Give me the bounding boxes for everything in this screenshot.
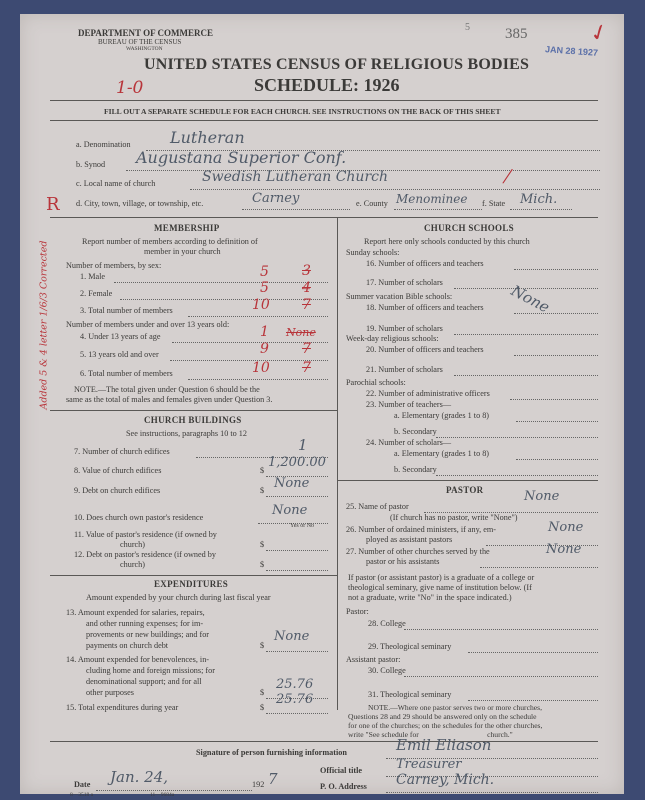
q25-hint: (If church has no pastor, write "None")	[390, 513, 518, 522]
q14-label-1: 14. Amount expended for benevolences, in-	[66, 655, 210, 664]
year-prefix: 192	[252, 780, 265, 789]
bureau-name: BUREAU OF THE CENSUS	[98, 38, 182, 46]
q8-dollar: $	[260, 466, 265, 475]
assistant-subhead: Assistant pastor:	[346, 655, 401, 664]
grad-note-1: If pastor (or assistant pastor) is a graduate of a college or	[348, 573, 535, 582]
pastor-note-1: NOTE.—Where one pastor serves two or more churches,	[368, 703, 542, 712]
state-label: f. State	[482, 199, 506, 208]
q4-value: 1	[260, 324, 269, 340]
city-value: Carney	[252, 191, 300, 206]
membership-heading: MEMBERSHIP	[154, 223, 220, 233]
q18-label: 18. Number of officers and teachers	[366, 303, 484, 312]
q12-label-2: church)	[120, 560, 146, 569]
q11-label-2: church)	[120, 540, 146, 549]
official-title-value: Treasurer	[396, 757, 462, 772]
red-tick-icon: /	[500, 163, 515, 191]
margin-correction-note: Added 5 & 4 letter 1/6/3 Corrected	[38, 240, 50, 410]
church-name-value: Swedish Lutheran Church	[202, 169, 388, 185]
column-divider	[337, 217, 338, 710]
q13-dollar: $	[260, 641, 265, 650]
q1-value: 5	[260, 264, 269, 280]
q24b-line	[436, 475, 598, 476]
q26-label-2: ployed as assistant pastors	[366, 535, 453, 544]
buildings-heading: CHURCH BUILDINGS	[144, 415, 242, 425]
q23a-label: a. Elementary (grades 1 to 8)	[394, 411, 490, 420]
grad-note-3: not a graduate, write "No" in the space indicated.)	[348, 593, 512, 602]
stamp-number: 385	[505, 26, 528, 42]
q10-hint: Yes or No	[290, 523, 315, 529]
q15-dollar: $	[260, 703, 265, 712]
bureau-city: WASHINGTON	[126, 46, 163, 52]
q16-label: 16. Number of officers and teachers	[366, 259, 484, 268]
q9-value: None	[274, 476, 310, 491]
q28-label: 28. College	[368, 619, 406, 628]
q26-label-1: 26. Number of ordained ministers, if any, em-	[346, 525, 496, 534]
q2-corrected: 4	[302, 280, 311, 296]
denomination-value: Lutheran	[170, 128, 245, 147]
q14-label-2: cluding home and foreign missions; for	[86, 666, 215, 675]
q15-label: 15. Total expenditures during year	[66, 703, 179, 712]
q3-value: 10	[252, 297, 270, 313]
membership-rule	[50, 410, 337, 411]
date-line	[96, 790, 252, 791]
sunday-label: Sunday schools:	[346, 248, 400, 257]
q1-corrected: 3	[302, 263, 311, 279]
pastor-note-2: Questions 28 and 29 should be answered only on the schedule	[348, 712, 537, 721]
county-value: Menominee	[396, 192, 468, 206]
q24a-line	[516, 459, 598, 460]
q25-label: 25. Name of pastor	[346, 502, 409, 511]
q13-label-1: 13. Amount expended for salaries, repairs,	[66, 608, 205, 617]
census-schedule-sheet	[20, 14, 624, 798]
q10-value: None	[272, 503, 308, 518]
q23-label: 23. Number of teachers—	[366, 400, 452, 409]
q21-line	[454, 375, 598, 376]
q29-label: 29. Theological seminary	[368, 642, 452, 651]
schools-intro: Report here only schools conducted by this church	[364, 237, 530, 246]
q31-label: 31. Theological seminary	[368, 690, 452, 699]
q20-label: 20. Number of officers and teachers	[366, 345, 484, 354]
buildings-rule	[50, 575, 337, 576]
q5-value: 9	[260, 341, 269, 357]
q20-line	[514, 355, 598, 356]
date-value: Jan. 24,	[110, 768, 169, 786]
signature-rule	[50, 741, 598, 742]
q11-label-1: 11. Value of pastor's residence (if owned by	[74, 530, 217, 539]
q14-label-3: denominational support; and for all	[86, 677, 202, 686]
q26-value: None	[548, 520, 584, 535]
q5-corrected: 7	[302, 341, 311, 357]
q23a-line	[516, 421, 598, 422]
q9-dollar: $	[260, 486, 265, 495]
state-line	[510, 209, 572, 210]
q31-line	[468, 700, 598, 701]
denomination-label: a. Denomination	[76, 140, 131, 149]
q18-line	[514, 313, 598, 314]
pastor-subhead: Pastor:	[346, 607, 369, 616]
weekday-label: Week-day religious schools:	[346, 334, 439, 343]
q19-line	[454, 334, 598, 335]
q28-line	[404, 629, 598, 630]
q27-label-2: pastor or his assistants	[366, 557, 440, 566]
section-rule-top	[50, 217, 598, 218]
pastor-note-3: for one of the churches; on the schedules for the other churches,	[348, 721, 543, 730]
year-value: 7	[268, 770, 278, 788]
q19-label: 19. Number of scholars	[366, 324, 443, 333]
age-intro-label: Number of members under and over 13 years old:	[66, 320, 230, 329]
form-title: UNITED STATES CENSUS OF RELIGIOUS BODIES	[144, 56, 530, 73]
form-subtitle: SCHEDULE: 1926	[254, 75, 400, 95]
instruction-rule	[50, 120, 598, 121]
parochial-label: Parochial schools:	[346, 378, 406, 387]
by-sex-label: Number of members, by sex:	[66, 261, 162, 270]
q9-label: 9. Debt on church edifices	[74, 486, 161, 495]
q13-label-4: payments on church debt	[86, 641, 169, 650]
q25-value: None	[524, 489, 560, 504]
q24b-label: b. Secondary	[394, 465, 437, 474]
pastor-note-4: write "See schedule for church."	[348, 730, 513, 739]
q8-value: 1,200.00	[268, 455, 326, 470]
q29-line	[468, 652, 598, 653]
q10-label: 10. Does church own pastor's residence	[74, 513, 204, 522]
instruction-line: FILL OUT A SEPARATE SCHEDULE FOR EACH CHURCH. SEE INSTRUCTIONS ON THE BACK OF THIS SHEET	[104, 107, 501, 116]
q6-value: 10	[252, 360, 270, 376]
q2-value: 5	[260, 280, 269, 296]
date-label: Date	[74, 780, 91, 789]
q13-label-2: and other running expenses; for im-	[86, 619, 204, 628]
form-number-2: 11—9684a	[150, 792, 175, 798]
summer-school-value: None	[508, 281, 553, 317]
q4-label: 4. Under 13 years of age	[80, 332, 161, 341]
header-rule	[50, 100, 598, 101]
schools-rule	[337, 480, 598, 481]
q24-label: 24. Number of scholars—	[366, 438, 452, 447]
county-line	[394, 209, 482, 210]
q27-label-1: 27. Number of other churches served by the	[346, 547, 490, 556]
margin-code: 1-0	[116, 78, 144, 98]
membership-intro-1: Report number of members according to definition of	[82, 237, 258, 246]
expenditures-heading: EXPENDITURES	[154, 579, 229, 589]
dept-name: DEPARTMENT OF COMMERCE	[78, 28, 214, 38]
q12-dollar: $	[260, 560, 265, 569]
buildings-intro: See instructions, paragraphs 10 to 12	[126, 429, 247, 438]
state-value: Mich.	[520, 192, 558, 207]
q3-corrected: 7	[302, 297, 311, 313]
q7-value: 1	[298, 436, 308, 454]
margin-r-mark: R	[46, 194, 60, 215]
q5-label: 5. 13 years old and over	[80, 350, 159, 359]
membership-note-1: NOTE.—The total given under Question 6 should be the	[74, 385, 260, 394]
county-label: e. County	[356, 199, 388, 208]
q1-label: 1. Male	[80, 272, 106, 281]
schools-heading: CHURCH SCHOOLS	[424, 223, 514, 233]
q11-dollar: $	[260, 540, 265, 549]
check-mark-icon: ✓	[586, 17, 612, 48]
form-number-1: 8—3518 a	[70, 792, 94, 798]
q15-value: 25.76	[276, 692, 314, 707]
official-title-label: Official title	[320, 766, 363, 775]
q9-line	[266, 496, 328, 497]
po-address-label: P. O. Address	[320, 782, 367, 791]
date-received-stamp: JAN 28 1927	[544, 44, 599, 58]
q6-line	[188, 379, 328, 380]
q12-line	[266, 570, 328, 571]
synod-label: b. Synod	[76, 160, 106, 169]
q22-line	[510, 399, 598, 400]
city-label: d. City, town, village, or township, etc.	[76, 199, 204, 208]
q23b-line	[436, 437, 598, 438]
pastor-heading: PASTOR	[446, 485, 484, 495]
summer-label: Summer vacation Bible schools:	[346, 292, 453, 301]
q6-corrected: 7	[302, 360, 311, 376]
q3-label: 3. Total number of members	[80, 306, 173, 315]
q15-line	[266, 713, 328, 714]
church-name-label: c. Local name of church	[76, 179, 156, 188]
q3-line	[188, 316, 328, 317]
synod-value: Augustana Superior Conf.	[136, 148, 347, 167]
q12-label-1: 12. Debt on pastor's residence (if owned by	[74, 550, 216, 559]
grad-note-2: theological seminary, give name of institution below. (If	[348, 583, 532, 592]
q30-label: 30. College	[368, 666, 406, 675]
q4-corrected: None	[286, 326, 316, 339]
q27-value: None	[546, 542, 582, 557]
q14-dollar: $	[260, 688, 265, 697]
q2-label: 2. Female	[80, 289, 113, 298]
q14-value: 25.76	[276, 677, 314, 692]
q14-label-4: other purposes	[86, 688, 134, 697]
church-name-line	[190, 189, 600, 190]
membership-intro-2: member in your church	[144, 247, 221, 256]
q13-label-3: provements or new buildings; and for	[86, 630, 210, 639]
q27-line	[480, 567, 598, 568]
q13-value: None	[274, 629, 310, 644]
q11-line	[266, 550, 328, 551]
q6-label: 6. Total number of members	[80, 369, 173, 378]
q1-line	[114, 282, 328, 283]
membership-note-2: same as the total of males and females given under Question 3.	[66, 395, 273, 404]
q22-label: 22. Number of administrative officers	[366, 389, 490, 398]
signature-value: Emil Eliason	[396, 736, 492, 754]
signature-label: Signature of person furnishing information	[196, 748, 347, 757]
po-address-line	[386, 792, 598, 793]
q7-label: 7. Number of church edifices	[74, 447, 170, 456]
q23b-label: b. Secondary	[394, 427, 437, 436]
q2-line	[120, 299, 328, 300]
q30-line	[404, 676, 598, 677]
q13-line	[266, 651, 328, 652]
q24a-label: a. Elementary (grades 1 to 8)	[394, 449, 490, 458]
q17-label: 17. Number of scholars	[366, 278, 443, 287]
corner-mark: 5	[465, 22, 470, 33]
q8-label: 8. Value of church edifices	[74, 466, 162, 475]
expenditures-intro: Amount expended by your church during last fiscal year	[86, 593, 271, 602]
q21-label: 21. Number of scholars	[366, 365, 443, 374]
city-line	[242, 209, 350, 210]
po-address-value: Carney, Mich.	[396, 772, 495, 788]
q16-line	[514, 269, 598, 270]
